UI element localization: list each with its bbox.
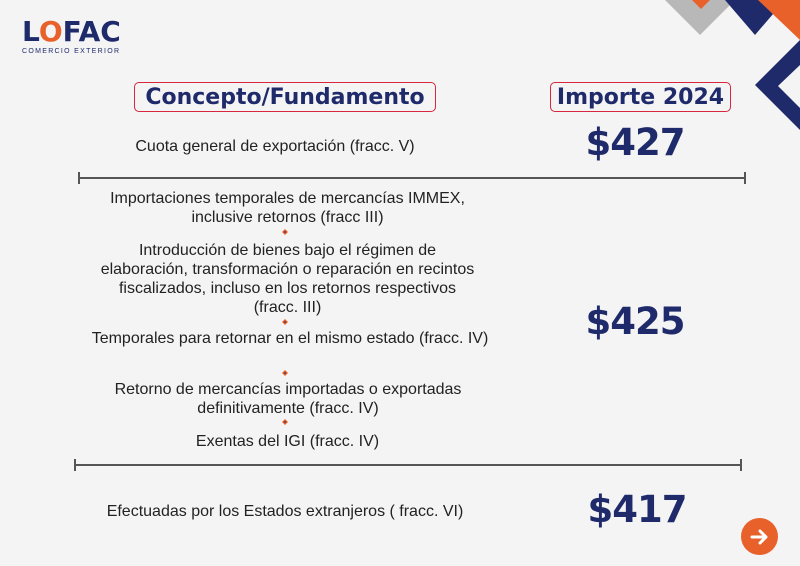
row-divider — [74, 464, 742, 466]
amount-value: $425 — [585, 300, 685, 343]
diamond-bullet-icon — [282, 319, 288, 325]
concept-item: Retorno de mercancías importadas o exportadas definitivamente (fracc. IV) — [114, 381, 462, 417]
logo-subtitle: COMERCIO EXTERIOR — [22, 48, 121, 55]
next-button[interactable] — [741, 518, 778, 555]
concept-item: Temporales para retornar en el mismo estado (fracc. IV) — [91, 330, 489, 347]
concept-item: Introducción de bienes bajo el régimen de elaboración, transformación o reparación en recintos fiscalizados, incluso en los retornos respectivos (fracc. III) — [100, 242, 475, 316]
concept-item: Importaciones temporales de mercancías IMMEX, inclusive retornos (fracc III) — [110, 190, 465, 226]
diamond-bullet-icon — [282, 370, 288, 376]
diamond-bullet-icon — [282, 229, 288, 235]
concept-item: Efectuadas por los Estados extranjeros ( fracc. VI) — [106, 503, 464, 520]
amount-header: Importe 2024 — [550, 82, 731, 112]
concept-header: Concepto/Fundamento — [134, 82, 436, 112]
amount-value: $427 — [585, 121, 685, 164]
concept-item: Exentas del IGI (fracc. IV) — [195, 433, 380, 450]
lofac-logo: LOFAC COMERCIO EXTERIOR — [22, 15, 121, 55]
row-divider — [78, 177, 746, 179]
diamond-bullet-icon — [282, 419, 288, 425]
arrow-right-icon — [749, 526, 771, 548]
concept-item: Cuota general de exportación (fracc. V) — [135, 138, 415, 155]
amount-value: $417 — [587, 488, 687, 531]
